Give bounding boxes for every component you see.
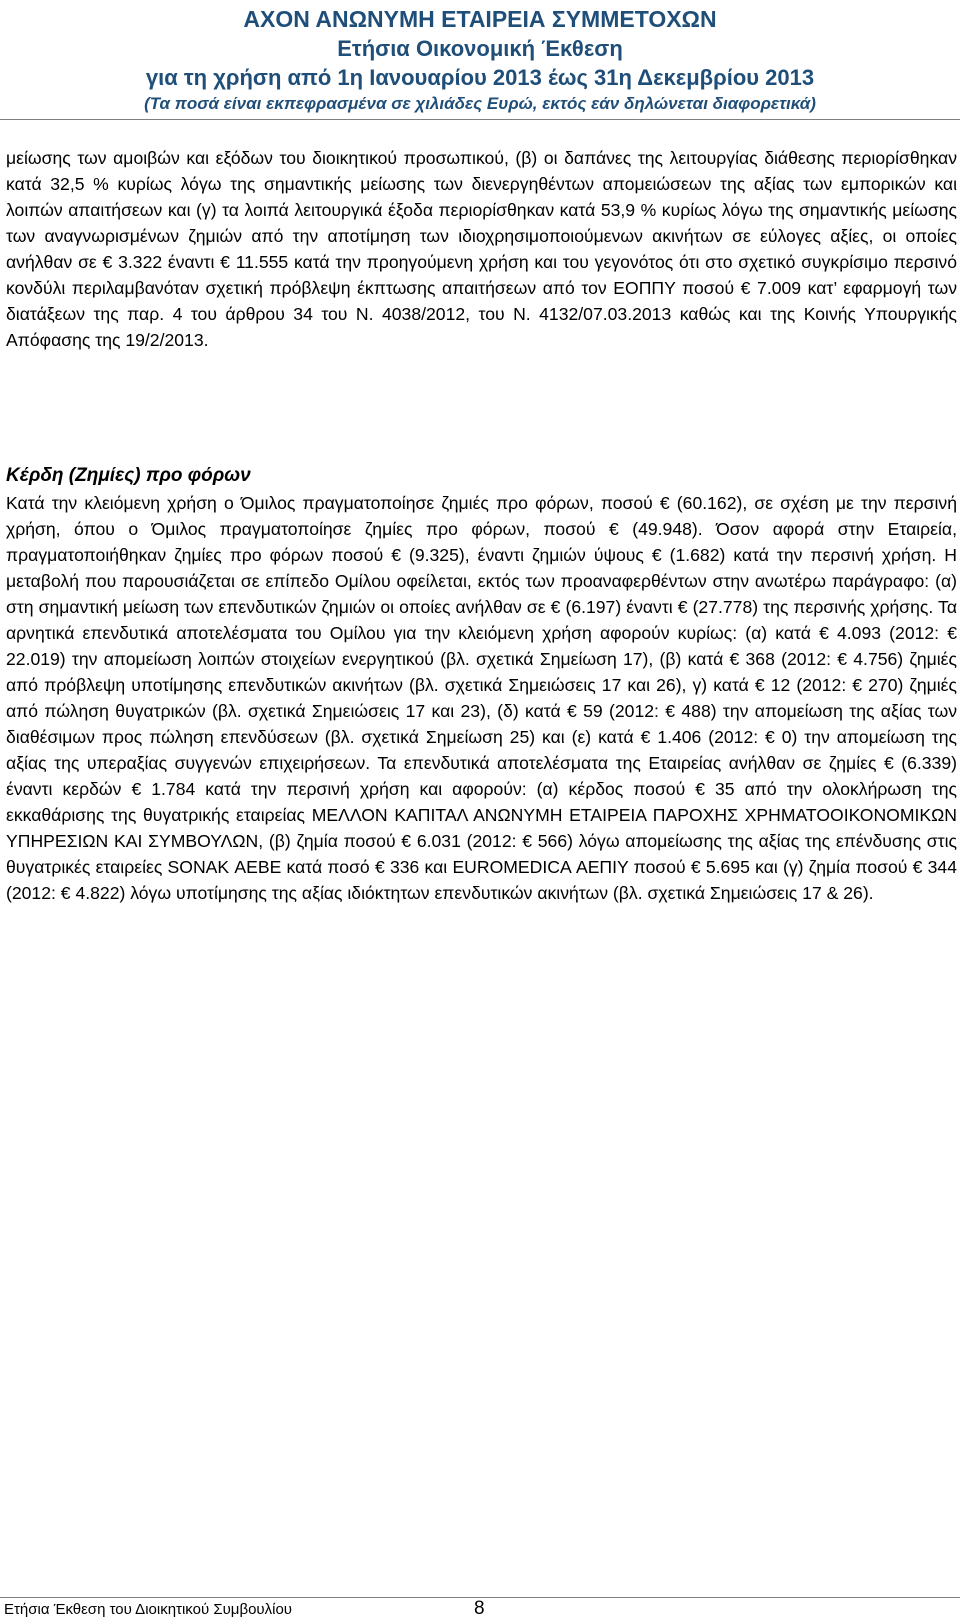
section-heading: Κέρδη (Ζημίες) προ φόρων	[6, 465, 251, 486]
page-number: 8	[474, 1598, 485, 1619]
header-divider	[0, 119, 960, 120]
currency-note: (Τα ποσά είναι εκπεφρασμένα σε χιλιάδες Ευρώ, εκτός εάν δηλώνεται διαφορετικά)	[144, 94, 816, 113]
footer-label: Ετήσια Έκθεση του Διοικητικού Συμβουλίου	[4, 1601, 293, 1618]
body-paragraph-1: μείωσης των αμοιβών και εξόδων του διοικητικού προσωπικού, (β) οι δαπάνες της λειτουργίας διάθεσης περιορίσθηκαν κατά 32,5 % κυρίως λόγω της σημαντικής μείωσης των διενεργηθέντων απομειώσεων της αξίας των εμπορικών και λοιπών απαιτήσεων και (γ) τα λοιπά λειτουργικά έξοδα περιορίσθηκαν κατά 53,9 % κυρίως λόγω της σημαντικής μείωσης των αναγνωρισμένων ζημιών από την αποτίμηση των ιδιοχρησιμοποιούμενων ακινήτων σε εύλογες αξίες, οι οποίες ανήλθαν σε € 3.322 έναντι € 11.555 κατά την προηγούμενη χρήση και του γεγονότος ότι στο σχετικό συγκρίσιμο περσινό κονδύλι περιλαμβανόταν σχετική πρόβλεψη έκπτωσης απαιτήσεων από τον ΕΟΠΠΥ ποσού € 7.009 κατ’ εφαρμογή των διατάξεων της παρ. 4 του άρθρου 34 του Ν. 4038/2012, του Ν. 4132/07.03.2013 καθώς και της Κοινής Υπουργικής Απόφασης της 19/2/2013.	[6, 148, 957, 350]
report-title: Ετήσια Οικονομική Έκθεση	[337, 36, 623, 61]
page-header	[0, 4, 960, 116]
reporting-period: για τη χρήση από 1η Ιανουαρίου 2013 έως 31η Δεκεμβρίου 2013	[145, 65, 815, 90]
body-paragraph-2: Κατά την κλειόμενη χρήση ο Όμιλος πραγματοποίησε ζημιές προ φόρων, ποσού € (60.162), σε σχέση με την περσινή χρήση, όπου ο Όμιλος πραγματοποίησε ζημίες προ φόρων, ποσού € (49.948). Όσον αφορά στην Εταιρεία, πραγματοποιήθηκαν ζημίες προ φόρων ποσού € (9.325), έναντι ζημιών ύψους € (1.682) κατά την περσινή χρήση. Η μεταβολή που παρουσιάζεται σε επίπεδο Ομίλου οφείλεται, εκτός των προαναφερθέντων στην ανωτέρω παράγραφο: (α) στη σημαντική μείωση των επενδυτικών ζημιών οι οποίες ανήλθαν σε € (6.197) έναντι € (27.778) της περσινής χρήσης. Τα αρνητικά επενδυτικά αποτελέσματα του Ομίλου για την κλειόμενη χρήση αφορούν κυρίως: (α) κατά € 4.093 (2012: € 22.019) την απομείωση λοιπών στοιχείων ενεργητικού (βλ. σχετικά Σημείωση 17), (β) κατά € 368 (2012: € 4.756) ζημιές από πρόβλεψη υποτίμησης επενδυτικών ακινήτων (βλ. σχετικά Σημειώσεις 17 και 26), γ) κατά € 12 (2012: € 270) ζημιές από πώληση θυγατρικών (βλ. σχετικά Σημειώσεις 17 και 23), (δ) κατά € 59 (2012: € 488) την απομείωση της αξίας των διαθέσιμων προς πώληση επενδύσεων (βλ. σχετικά Σημείωση 25) και (ε) κατά € 1.406 (2012: € 0) την απομείωση της αξίας της υπεραξίας συγγενών επιχειρήσεων. Τα επενδυτικά αποτελέσματα της Εταιρείας ανήλθαν σε ζημίες € (6.339) έναντι κερδών € 1.784 κατά την περσινή χρήση και αφορούν: (α) κέρδος ποσού € 35 από την ολοκλήρωση της εκκαθάρισης της θυγατρικής εταιρείας ΜΕΛΛΟΝ ΚΑΠΙΤΑΛ ΑΝΩΝΥΜΗ ΕΤΑΙΡΕΙΑ ΠΑΡΟΧΗΣ ΧΡΗΜΑΤΟΟΙΚΟΝΟΜΙΚΩΝ ΥΠΗΡΕΣΙΩΝ ΚΑΙ ΣΥΜΒΟΥΛΩΝ, (β) ζημία ποσού € 6.031 (2012: € 566) λόγω απομείωσης της αξίας της επένδυσης στις θυγατρικές εταιρείες SONAK ΑΕΒΕ κατά ποσό € 336 και EUROMEDICA ΑΕΠΙΥ ποσού € 5.695 και (γ) ζημία ποσού € 344 (2012: € 4.822) λόγω υποτίμησης της αξίας ιδιόκτητων επενδυτικών ακινήτων (βλ. σχετικά Σημειώσεις 17 & 26).	[6, 493, 957, 903]
company-name: ΑΧΟΝ ΑΝΩΝΥΜΗ ΕΤΑΙΡΕΙΑ ΣΥΜΜΕΤΟΧΩΝ	[243, 6, 717, 32]
